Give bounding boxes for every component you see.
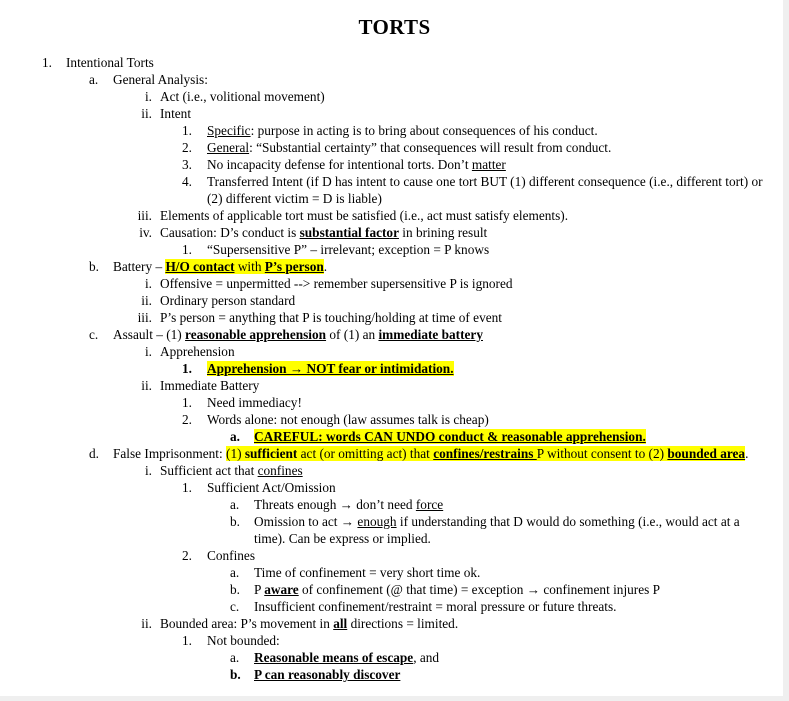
text-segment: General (207, 140, 250, 155)
outline-line (0, 462, 789, 479)
line-text (66, 55, 154, 70)
list-marker: iii. (137, 310, 152, 325)
text-segment: all (333, 616, 348, 631)
list-marker: 1. (182, 361, 192, 376)
list-marker: b. (89, 259, 99, 274)
list-marker: 2. (182, 412, 192, 427)
outline-line (0, 292, 789, 309)
line-text (160, 89, 325, 104)
text-segment: enough (357, 514, 397, 529)
line-text (207, 412, 489, 427)
text-segment: Sufficient act that (160, 463, 258, 478)
text-segment: P’s person = anything that P is touching/holding at time of event (160, 310, 502, 325)
outline-line (0, 207, 789, 224)
list-marker: 2. (182, 140, 192, 155)
outline (0, 54, 789, 683)
outline-line (0, 105, 789, 122)
outline-line (0, 547, 789, 564)
list-marker: ii. (141, 106, 152, 121)
list-marker: a. (230, 650, 240, 665)
highlighted-text-segment: H/O contact (165, 259, 235, 274)
text-segment: P (254, 582, 265, 597)
list-marker: iii. (137, 208, 152, 223)
text-segment: : purpose in acting is to bring about consequences of his conduct. (250, 123, 598, 138)
text-segment: matter (471, 157, 506, 172)
text-segment: Assault – (1) (113, 327, 186, 342)
line-text (254, 650, 439, 665)
line-text (160, 616, 458, 631)
outline-line (0, 71, 789, 88)
text-segment: Omission to act → (254, 514, 358, 529)
outline-line (0, 156, 789, 173)
text-segment: Need immediacy! (207, 395, 302, 410)
outline-line (0, 88, 789, 105)
text-segment: Causation: D’s conduct is (160, 225, 300, 240)
list-marker: c. (89, 327, 99, 342)
text-segment: Confines (207, 548, 256, 563)
outline-line (0, 598, 789, 615)
line-text (207, 548, 255, 563)
list-marker: 1. (182, 395, 192, 410)
highlighted-text-segment: act (or omitting act) that (297, 446, 434, 461)
line-text (254, 429, 646, 444)
text-segment: Ordinary person standard (160, 293, 296, 308)
list-marker: 2. (182, 548, 192, 563)
line-text (207, 157, 506, 172)
text-segment: General Analysis: (113, 72, 208, 87)
line-text (160, 106, 191, 121)
text-segment: Act (i.e., volitional movement) (160, 89, 325, 104)
outline-line (0, 666, 789, 683)
line-text (207, 242, 489, 257)
text-segment: immediate battery (378, 327, 483, 342)
list-marker: i. (144, 276, 152, 291)
line-text (160, 378, 259, 393)
line-text (113, 446, 748, 461)
highlighted-text-segment: confines/restrains (433, 446, 537, 461)
text-segment: Threats enough → don’t need (254, 497, 416, 512)
line-text (160, 310, 502, 325)
list-marker: 1. (182, 633, 192, 648)
outline-line (0, 479, 789, 496)
text-segment: P can reasonably discover (254, 667, 401, 682)
list-marker: c. (230, 599, 240, 614)
text-segment: “Supersensitive P” – irrelevant; exception = P knows (207, 242, 490, 257)
line-text (160, 344, 235, 359)
outline-line (0, 581, 789, 598)
highlighted-text-segment: with (234, 259, 265, 274)
line-text (254, 667, 400, 682)
list-marker: 1. (182, 242, 192, 257)
highlighted-text-segment: bounded area (667, 446, 746, 461)
text-segment: No incapacity defense for intentional torts. Don’t (207, 157, 472, 172)
text-segment: Offensive = unpermitted --> remember supersensitive P is ignored (160, 276, 513, 291)
text-segment: False Imprisonment: (113, 446, 227, 461)
text-segment: : “Substantial certainty” that consequences will result from conduct. (249, 140, 612, 155)
text-segment: if understanding that D would do something (i.e., would act at a time). Can be express or implied. (254, 514, 740, 546)
line-text (160, 463, 303, 478)
text-segment: aware (264, 582, 299, 597)
outline-line (0, 224, 789, 241)
list-marker: a. (230, 429, 240, 444)
text-segment: . (323, 259, 328, 274)
highlighted-text-segment: CAREFUL: words CAN UNDO conduct & reasonable apprehension. (254, 429, 646, 444)
line-text (113, 327, 483, 342)
line-text (207, 395, 302, 410)
window-edge-bottom (0, 696, 789, 701)
line-text (254, 599, 616, 614)
line-text (207, 361, 454, 376)
outline-line (0, 411, 789, 428)
text-segment: Bounded area: P’s movement in (160, 616, 334, 631)
text-segment: . (745, 446, 749, 461)
line-text (160, 208, 568, 223)
outline-line (0, 122, 789, 139)
text-segment: force (415, 497, 444, 512)
text-segment: in brining result (398, 225, 488, 240)
outline-line (0, 394, 789, 411)
text-segment: Words alone: not enough (law assumes talk is cheap) (207, 412, 489, 427)
line-text (207, 123, 598, 138)
list-marker: ii. (141, 293, 152, 308)
list-marker: 4. (182, 174, 192, 189)
list-marker: 1. (182, 480, 192, 495)
text-segment: Immediate Battery (160, 378, 260, 393)
outline-line (0, 275, 789, 292)
text-segment: Specific (207, 123, 251, 138)
line-text (254, 565, 480, 580)
text-segment: Sufficient Act/Omission (207, 480, 336, 495)
text-segment: Intentional Torts (66, 55, 154, 70)
text-segment: Transferred Intent (if D has intent to cause one tort BUT (1) different consequence (i.e., different tort) or (2) different victim = D is liable) (207, 174, 763, 206)
list-marker: b. (230, 667, 241, 682)
highlighted-text-segment: P’s person (264, 259, 324, 274)
list-marker: 1. (182, 123, 192, 138)
list-marker: a. (230, 565, 240, 580)
line-text (160, 293, 295, 308)
line-text (207, 633, 280, 648)
line-text (207, 174, 763, 206)
outline-line (0, 632, 789, 649)
list-marker: 3. (182, 157, 192, 172)
outline-line (0, 564, 789, 581)
outline-line (0, 445, 789, 462)
text-segment: , and (413, 650, 440, 665)
text-segment: Reasonable means of escape (254, 650, 414, 665)
list-marker: i. (144, 344, 152, 359)
outline-line (0, 173, 789, 207)
list-marker: a. (230, 497, 240, 512)
line-text (254, 582, 660, 597)
outline-line (0, 309, 789, 326)
highlighted-text-segment: (1) (226, 446, 245, 461)
outline-line (0, 139, 789, 156)
outline-line (0, 649, 789, 666)
outline-line (0, 360, 789, 377)
line-text (113, 259, 327, 274)
line-text (113, 72, 208, 87)
text-segment: Battery – (113, 259, 166, 274)
list-marker: iv. (139, 225, 152, 240)
list-marker: ii. (141, 616, 152, 631)
line-text (207, 140, 611, 155)
text-segment: Time of confinement = very short time ok. (254, 565, 481, 580)
outline-line (0, 54, 789, 71)
outline-line (0, 496, 789, 513)
line-text (160, 225, 487, 240)
text-segment: of (1) an (326, 327, 379, 342)
outline-line (0, 377, 789, 394)
line-text (207, 480, 336, 495)
list-marker: d. (89, 446, 99, 461)
text-segment: Elements of applicable tort must be satisfied (i.e., act must satisfy elements). (160, 208, 569, 223)
outline-line (0, 513, 789, 547)
highlighted-text-segment: P without consent to (2) (536, 446, 668, 461)
list-marker: i. (144, 463, 152, 478)
text-segment: of confinement (@ that time) = exception → confinement injures P (298, 582, 661, 597)
highlighted-text-segment: Apprehension → NOT fear or intimidation. (207, 361, 454, 376)
list-marker: i. (144, 89, 152, 104)
line-text (254, 514, 740, 546)
window-edge-right (783, 0, 789, 701)
list-marker: 1. (42, 55, 52, 70)
text-segment: reasonable apprehension (185, 327, 327, 342)
text-segment: Intent (160, 106, 192, 121)
outline-line (0, 258, 789, 275)
outline-line (0, 326, 789, 343)
outline-line (0, 343, 789, 360)
list-marker: a. (89, 72, 99, 87)
outline-line (0, 615, 789, 632)
outline-line (0, 241, 789, 258)
document-title: TORTS (358, 15, 431, 39)
text-segment: Not bounded: (207, 633, 280, 648)
text-segment: directions = limited. (347, 616, 459, 631)
text-segment: Apprehension (160, 344, 235, 359)
list-marker: ii. (141, 378, 152, 393)
line-text (254, 497, 443, 512)
list-marker: b. (230, 582, 240, 597)
outline-line (0, 428, 789, 445)
list-marker: b. (230, 514, 240, 529)
line-text (160, 276, 513, 291)
text-segment: Insufficient confinement/restraint = moral pressure or future threats. (254, 599, 617, 614)
text-segment: confines (257, 463, 303, 478)
text-segment: substantial factor (299, 225, 399, 240)
highlighted-text-segment: sufficient (244, 446, 298, 461)
